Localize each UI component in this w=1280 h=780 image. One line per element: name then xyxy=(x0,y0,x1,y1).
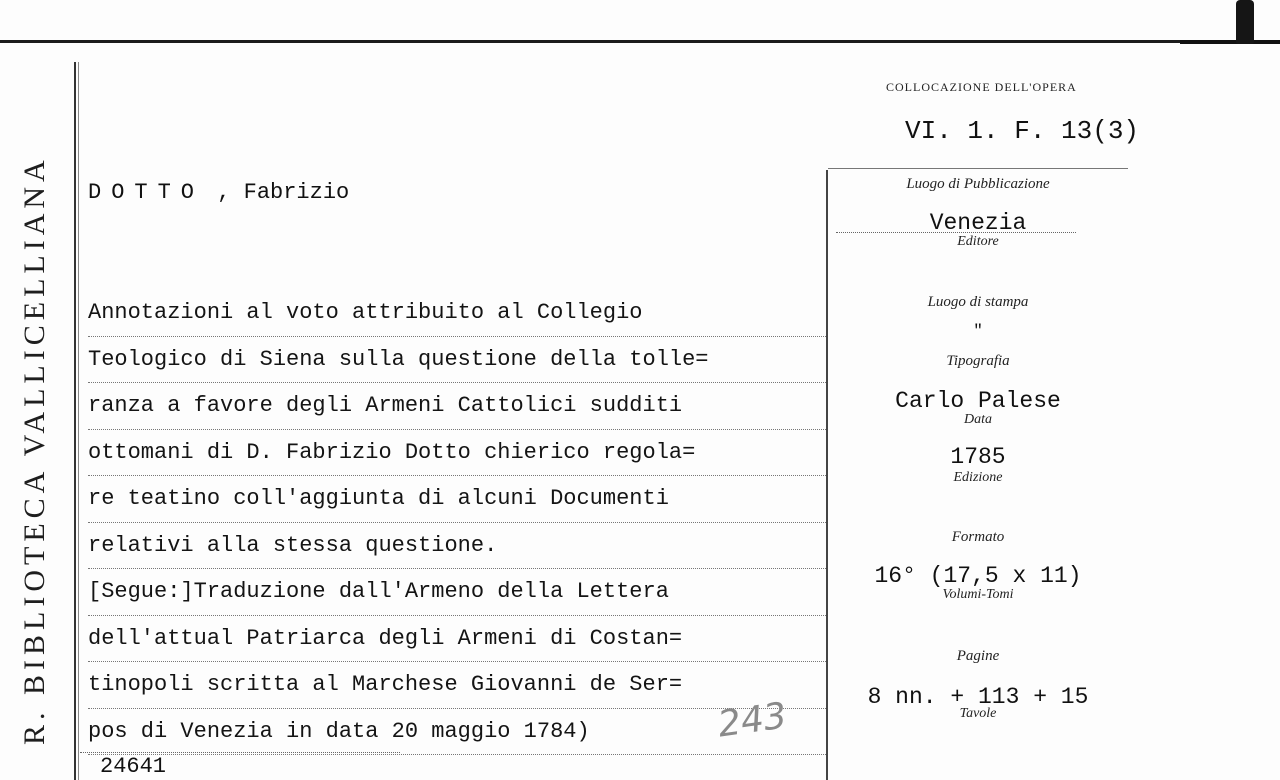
pagine-value: 8 nn. + 113 + 15 xyxy=(867,684,1089,710)
title-line: Teologico di Siena sulla questione della tolle= xyxy=(88,337,826,384)
title-line: ranza a favore degli Armeni Cattolici sudditi xyxy=(88,383,826,430)
handwritten-number: 243 xyxy=(715,695,790,746)
formato-label: Formato xyxy=(951,529,1005,545)
top-rule xyxy=(0,40,1280,43)
author-separator: , xyxy=(204,180,244,205)
library-name: R. BIBLIOTECA VALLICELLIANA xyxy=(18,155,51,745)
title-line: [Segue:]Traduzione dall'Armeno della Lettera xyxy=(88,569,826,616)
tipografia-value: Carlo Palese xyxy=(895,388,1061,414)
inventory-rule xyxy=(80,752,400,753)
data-value: 1785 xyxy=(950,444,1006,470)
title-line: pos di Venezia in data 20 maggio 1784) xyxy=(88,709,826,756)
author-forename: Fabrizio xyxy=(243,180,350,205)
pagine-label: Pagine xyxy=(956,648,1000,664)
title-line: tinopoli scritta al Marchese Giovanni de Ser= xyxy=(88,662,826,709)
title-line: re teatino coll'aggiunta di alcuni Documenti xyxy=(88,476,826,523)
left-margin-line-inner xyxy=(78,62,79,780)
field-box-top-rule xyxy=(828,168,1128,169)
author-surname: DOTTO xyxy=(88,180,205,205)
luogo-stampa-value: " xyxy=(973,322,983,340)
title-line: relativi alla stessa questione. xyxy=(88,523,826,570)
volumi-tomi-label: Volumi-Tomi xyxy=(942,587,1014,602)
ink-blot xyxy=(1236,0,1254,44)
inventory-number: 24641 xyxy=(100,754,167,779)
data-label: Data xyxy=(964,412,992,427)
formato-value: 16° (17,5 x 11) xyxy=(874,563,1082,589)
title-description xyxy=(88,290,826,755)
editore-label: Editore xyxy=(957,234,999,249)
title-line: dell'attual Patriarca degli Armeni di Costan= xyxy=(88,616,826,663)
luogo-pubblicazione-value: Venezia xyxy=(929,210,1027,236)
top-rule-thick xyxy=(1180,40,1280,44)
title-line: Annotazioni al voto attribuito al Collegio xyxy=(88,290,826,337)
luogo-pubblicazione-rule xyxy=(836,232,1076,233)
author-heading xyxy=(88,180,349,205)
title-line: ottomani di D. Fabrizio Dotto chierico regola= xyxy=(88,430,826,477)
shelfmark: VI. 1. F. 13(3) xyxy=(905,116,1140,146)
luogo-pubblicazione-label: Luogo di Pubblicazione xyxy=(906,176,1050,192)
collocation-label: COLLOCAZIONE DELL'OPERA xyxy=(886,80,1077,94)
tavole-label: Tavole xyxy=(959,706,997,721)
edizione-label: Edizione xyxy=(953,470,1003,485)
left-margin-line xyxy=(74,62,76,780)
luogo-stampa-label: Luogo di stampa xyxy=(927,294,1029,310)
tipografia-label: Tipografia xyxy=(946,353,1010,369)
